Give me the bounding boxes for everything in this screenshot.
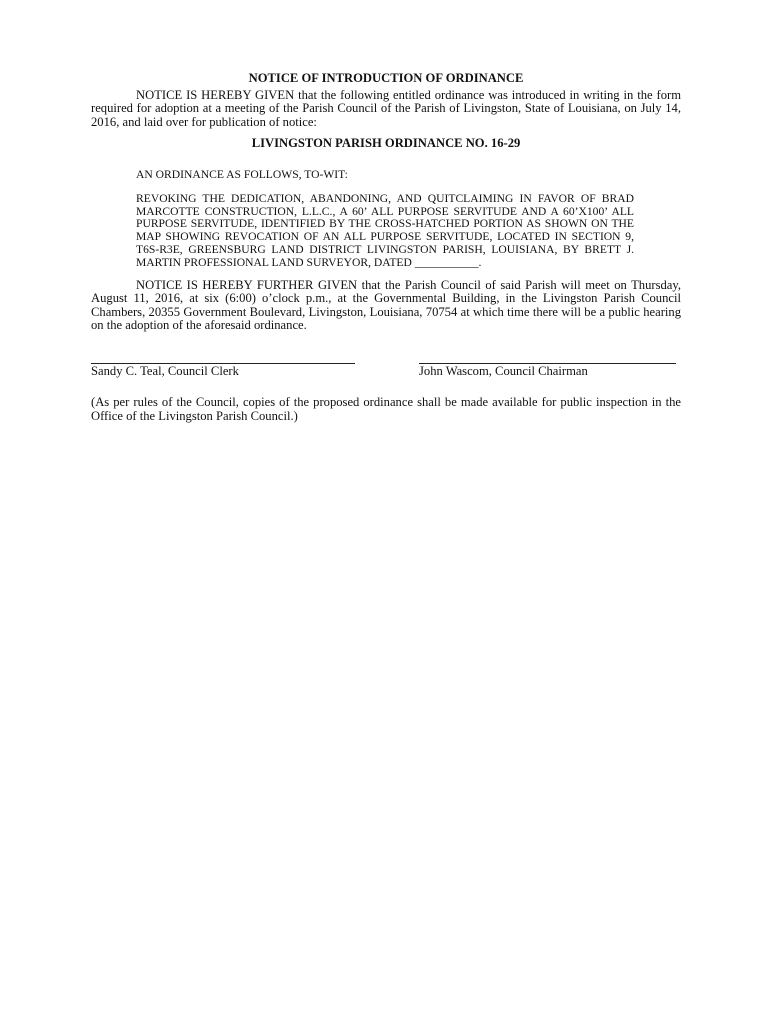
to-wit-line: AN ORDINANCE AS FOLLOWS, TO-WIT: (136, 167, 348, 181)
chairman-name: John Wascom, Council Chairman (419, 363, 588, 378)
notice-heading: NOTICE OF INTRODUCTION OF ORDINANCE (248, 71, 524, 85)
intro-paragraph: NOTICE IS HEREBY GIVEN that the following entitled ordinance was introduced in writing in the form required for adoption at a meeting of the Parish Council of the Parish of Livingston, State of Louisiana, on July 14, 2016, and laid over for publication of notice: (91, 87, 681, 129)
ordinance-caption: REVOKING THE DEDICATION, ABANDONING, AND QUITCLAIMING IN FAVOR OF BRAD MARCOTTE CONSTRUCTION, L.L.C., A 60’ ALL PURPOSE SERVITUDE AND A 60’X100’ ALL PURPOSE SERVITUDE, IDENTIFIED BY THE CROSS-HATCHED PORTION AS SHOWN ON THE MAP SHOWING REVOCATION OF AN ALL PURPOSE SERVITUDE, LOCATED IN SECTION 9, T6S-R3E, GREENSBURG LAND DISTRICT LIVINGSTON PARISH, LOUISIANA, BY BRETT J. MARTIN PROFESSIONAL LAND SURVEYOR, DATED ___________. (136, 191, 634, 269)
ordinance-title: LIVINGSTON PARISH ORDINANCE NO. 16-29 (251, 136, 521, 151)
clerk-name: Sandy C. Teal, Council Clerk (91, 363, 239, 378)
document-page (91, 72, 681, 423)
signature-block (91, 363, 681, 393)
hearing-paragraph: NOTICE IS HEREBY FURTHER GIVEN that the Parish Council of said Parish will meet on Thursday, August 11, 2016, at six (6:00) o’clock p.m., at the Governmental Building, in the Livingston Parish Council Chambers, 20355 Government Boulevard, Livingston, Louisiana, 70754 at which time there will be a public hearing on the adoption of the aforesaid ordinance. (91, 277, 681, 333)
clerk-signature (91, 363, 355, 379)
chairman-signature (419, 363, 676, 379)
footer-note: (As per rules of the Council, copies of the proposed ordinance shall be made available for public inspection in the Office of the Livingston Parish Council.) (91, 394, 681, 423)
